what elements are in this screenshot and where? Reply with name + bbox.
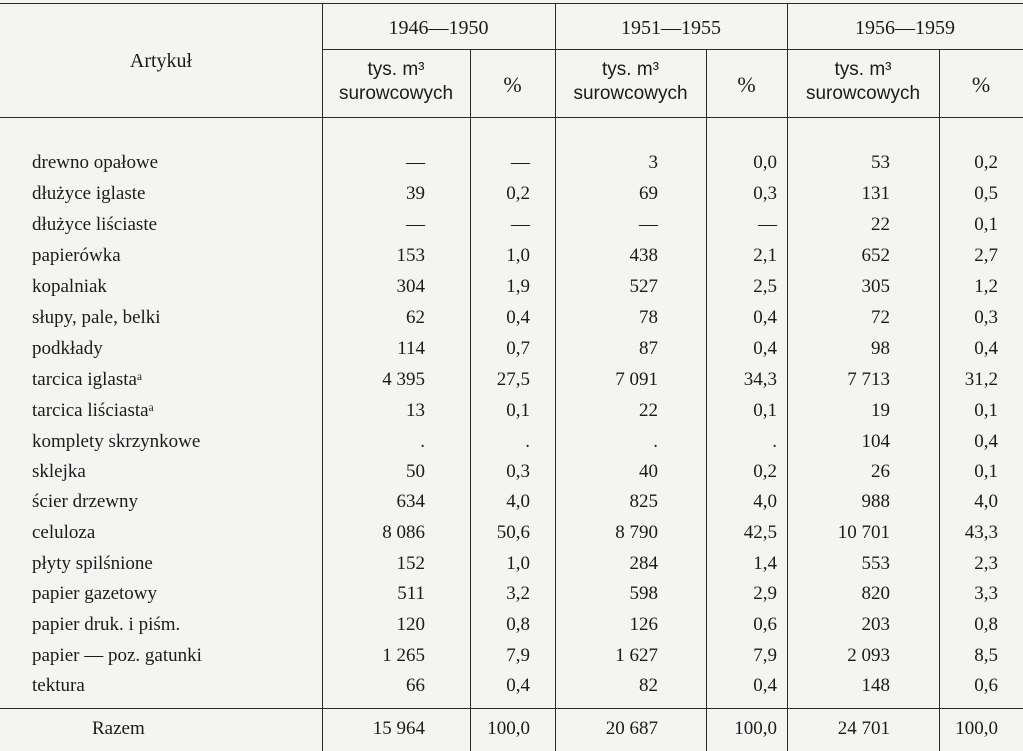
value-cell: 0,8 xyxy=(974,614,998,635)
value-cell: 10 701 xyxy=(837,522,890,543)
total-value-cell: 20 687 xyxy=(605,718,658,739)
value-cell: 0,8 xyxy=(506,614,530,635)
row-label: kopalniak xyxy=(32,276,107,297)
value-cell: . xyxy=(420,431,425,452)
value-cell: 43,3 xyxy=(964,522,998,543)
unit-header-3 xyxy=(787,58,939,106)
value-cell: 1 265 xyxy=(382,645,425,666)
value-cell: 62 xyxy=(406,307,425,328)
value-cell: 2,3 xyxy=(974,553,998,574)
total-value-cell: 100,0 xyxy=(734,718,777,739)
table-row xyxy=(0,426,1023,457)
unit-header-1-line2: surowcowych xyxy=(338,83,454,104)
value-cell: — xyxy=(406,214,425,235)
value-cell: 511 xyxy=(397,583,425,604)
unit-header-1 xyxy=(322,58,470,106)
value-cell: 1,2 xyxy=(974,276,998,297)
header-top-rule xyxy=(0,3,1023,4)
unit-header-2-line1: tys. m³ xyxy=(602,59,659,80)
value-cell: 634 xyxy=(396,491,425,512)
value-cell: 1,0 xyxy=(506,245,530,266)
table-row xyxy=(0,302,1023,333)
row-label: ścier drzewny xyxy=(32,491,139,512)
value-cell: 39 xyxy=(406,183,425,204)
value-cell: 4,0 xyxy=(974,491,998,512)
unit-header-3-line2: surowcowych xyxy=(805,83,921,104)
value-cell: 0,1 xyxy=(974,461,998,482)
value-cell: 53 xyxy=(871,152,890,173)
value-cell: 8,5 xyxy=(974,645,998,666)
value-cell: 19 xyxy=(871,400,890,421)
value-cell: 131 xyxy=(861,183,890,204)
value-cell: 7 091 xyxy=(615,369,658,390)
value-cell: 69 xyxy=(639,183,658,204)
value-cell: 0,3 xyxy=(506,461,530,482)
table-row xyxy=(0,271,1023,302)
value-cell: 0,3 xyxy=(974,307,998,328)
value-cell: 50 xyxy=(406,461,425,482)
value-cell: 87 xyxy=(639,338,658,359)
table-row xyxy=(0,456,1023,487)
value-cell: 2,7 xyxy=(974,245,998,266)
total-value-cell: 24 701 xyxy=(837,718,890,739)
row-label: celuloza xyxy=(32,522,96,543)
table-row xyxy=(0,364,1023,395)
value-cell: — xyxy=(758,214,777,235)
value-cell: 304 xyxy=(396,276,425,297)
table-row xyxy=(0,178,1023,209)
unit-header-3-line1: tys. m³ xyxy=(834,59,892,80)
value-cell: 78 xyxy=(639,307,658,328)
value-cell: 0,1 xyxy=(506,400,530,421)
value-cell: 988 xyxy=(861,491,890,512)
value-cell: 148 xyxy=(861,675,890,696)
value-cell: 72 xyxy=(871,307,890,328)
total-top-rule xyxy=(0,708,1023,709)
value-cell: 0,4 xyxy=(506,675,530,696)
value-cell: 0,4 xyxy=(753,338,777,359)
value-cell: — xyxy=(511,152,530,173)
table-row xyxy=(0,240,1023,271)
value-cell: 8 086 xyxy=(382,522,425,543)
total-row xyxy=(0,713,1023,744)
value-cell: 98 xyxy=(871,338,890,359)
value-cell: 2,9 xyxy=(753,583,777,604)
value-cell: 0,6 xyxy=(974,675,998,696)
value-cell: 3 xyxy=(648,152,658,173)
row-label: dłużyce iglaste xyxy=(32,183,146,204)
table-row xyxy=(0,209,1023,240)
percent-header-1: % xyxy=(503,72,522,97)
value-cell: 126 xyxy=(629,614,658,635)
table-row xyxy=(0,609,1023,640)
value-cell: 1,4 xyxy=(753,553,777,574)
value-cell: 0,0 xyxy=(753,152,777,173)
value-cell: 0,4 xyxy=(753,675,777,696)
value-cell: 1,0 xyxy=(506,553,530,574)
value-cell: 438 xyxy=(629,245,658,266)
table-row xyxy=(0,395,1023,426)
value-cell: 0,3 xyxy=(753,183,777,204)
value-cell: 0,1 xyxy=(974,400,998,421)
value-cell: 203 xyxy=(861,614,890,635)
value-cell: 598 xyxy=(629,583,658,604)
value-cell: 2,1 xyxy=(753,245,777,266)
value-cell: 0,4 xyxy=(506,307,530,328)
row-label: papierówka xyxy=(32,245,121,266)
value-cell: 0,2 xyxy=(974,152,998,173)
row-label: dłużyce liściaste xyxy=(32,214,158,235)
row-label: papier gazetowy xyxy=(32,583,158,604)
value-cell: 2 093 xyxy=(847,645,890,666)
value-cell: 0,1 xyxy=(974,214,998,235)
row-label: tektura xyxy=(32,675,85,696)
table-row xyxy=(0,333,1023,364)
value-cell: 31,2 xyxy=(964,369,998,390)
value-cell: 0,4 xyxy=(974,431,998,452)
value-cell: 0,1 xyxy=(753,400,777,421)
percent-header-3: % xyxy=(971,72,991,97)
row-label: słupy, pale, belki xyxy=(32,307,161,328)
value-cell: 0,5 xyxy=(974,183,998,204)
value-cell: 3,2 xyxy=(506,583,530,604)
value-cell: 652 xyxy=(861,245,890,266)
value-cell: — xyxy=(511,214,530,235)
value-cell: 820 xyxy=(861,583,890,604)
value-cell: 22 xyxy=(871,214,890,235)
unit-header-2-line2: surowcowych xyxy=(573,83,688,104)
value-cell: 42,5 xyxy=(743,522,777,543)
unit-header-1-line1: tys. m³ xyxy=(367,59,425,80)
row-label: podkłady xyxy=(32,338,103,359)
value-cell: 553 xyxy=(861,553,890,574)
value-cell: 284 xyxy=(629,553,658,574)
value-cell: 114 xyxy=(397,338,425,359)
value-cell: 40 xyxy=(639,461,658,482)
table-row xyxy=(0,548,1023,579)
row-label: drewno opałowe xyxy=(32,152,159,173)
value-cell: 527 xyxy=(629,276,658,297)
value-cell: 2,5 xyxy=(753,276,777,297)
article-header: Artykuł xyxy=(129,50,193,72)
value-cell: 7 713 xyxy=(847,369,890,390)
row-label: papier — poz. gatunki xyxy=(32,645,202,666)
value-cell: 153 xyxy=(396,245,425,266)
value-cell: 120 xyxy=(396,614,425,635)
row-label: komplety skrzynkowe xyxy=(32,431,201,452)
period-header-3: 1956—1959 xyxy=(855,17,955,39)
value-cell: 152 xyxy=(396,553,425,574)
value-cell: 26 xyxy=(871,461,890,482)
value-cell: 13 xyxy=(406,400,425,421)
row-label: tarcica liściastaᵃ xyxy=(32,400,154,421)
value-cell: 22 xyxy=(639,400,658,421)
total-value-cell: 100,0 xyxy=(955,718,998,739)
table-row xyxy=(0,670,1023,701)
period-header-1: 1946—1950 xyxy=(388,17,489,39)
value-cell: . xyxy=(653,431,658,452)
value-cell: . xyxy=(772,431,777,452)
row-label: sklejka xyxy=(32,461,86,482)
value-cell: — xyxy=(406,152,425,173)
header-bottom-rule xyxy=(0,117,1023,118)
total-label: Razem xyxy=(92,718,145,739)
period-header-2: 1951—1955 xyxy=(621,17,721,39)
row-label: tarcica iglastaᵃ xyxy=(32,369,143,390)
table-row xyxy=(0,147,1023,178)
value-cell: 1 627 xyxy=(615,645,658,666)
value-cell: 0,7 xyxy=(506,338,530,359)
value-cell: — xyxy=(639,214,658,235)
value-cell: 104 xyxy=(861,431,890,452)
row-label: papier druk. i piśm. xyxy=(32,614,181,635)
table-row xyxy=(0,517,1023,548)
value-cell: 8 790 xyxy=(615,522,658,543)
value-cell: 305 xyxy=(861,276,890,297)
value-cell: 0,6 xyxy=(753,614,777,635)
value-cell: 4,0 xyxy=(506,491,530,512)
value-cell: 82 xyxy=(639,675,658,696)
value-cell: 4 395 xyxy=(382,369,425,390)
value-cell: 0,2 xyxy=(753,461,777,482)
value-cell: . xyxy=(525,431,530,452)
unit-header-2 xyxy=(555,58,706,106)
value-cell: 0,4 xyxy=(974,338,998,359)
row-label: płyty spilśnione xyxy=(32,553,153,574)
value-cell: 66 xyxy=(406,675,425,696)
value-cell: 0,2 xyxy=(506,183,530,204)
value-cell: 3,3 xyxy=(974,583,998,604)
value-cell: 27,5 xyxy=(496,369,530,390)
total-value-cell: 15 964 xyxy=(372,718,425,739)
percent-header-2: % xyxy=(737,72,756,97)
table-row xyxy=(0,640,1023,671)
value-cell: 7,9 xyxy=(506,645,530,666)
value-cell: 1,9 xyxy=(506,276,530,297)
table-row xyxy=(0,578,1023,609)
total-value-cell: 100,0 xyxy=(487,718,530,739)
value-cell: 50,6 xyxy=(496,522,530,543)
value-cell: 0,4 xyxy=(753,307,777,328)
period-sub-rule xyxy=(322,49,1023,50)
value-cell: 825 xyxy=(629,491,658,512)
value-cell: 7,9 xyxy=(753,645,777,666)
value-cell: 4,0 xyxy=(753,491,777,512)
value-cell: 34,3 xyxy=(743,369,777,390)
table-row xyxy=(0,486,1023,517)
